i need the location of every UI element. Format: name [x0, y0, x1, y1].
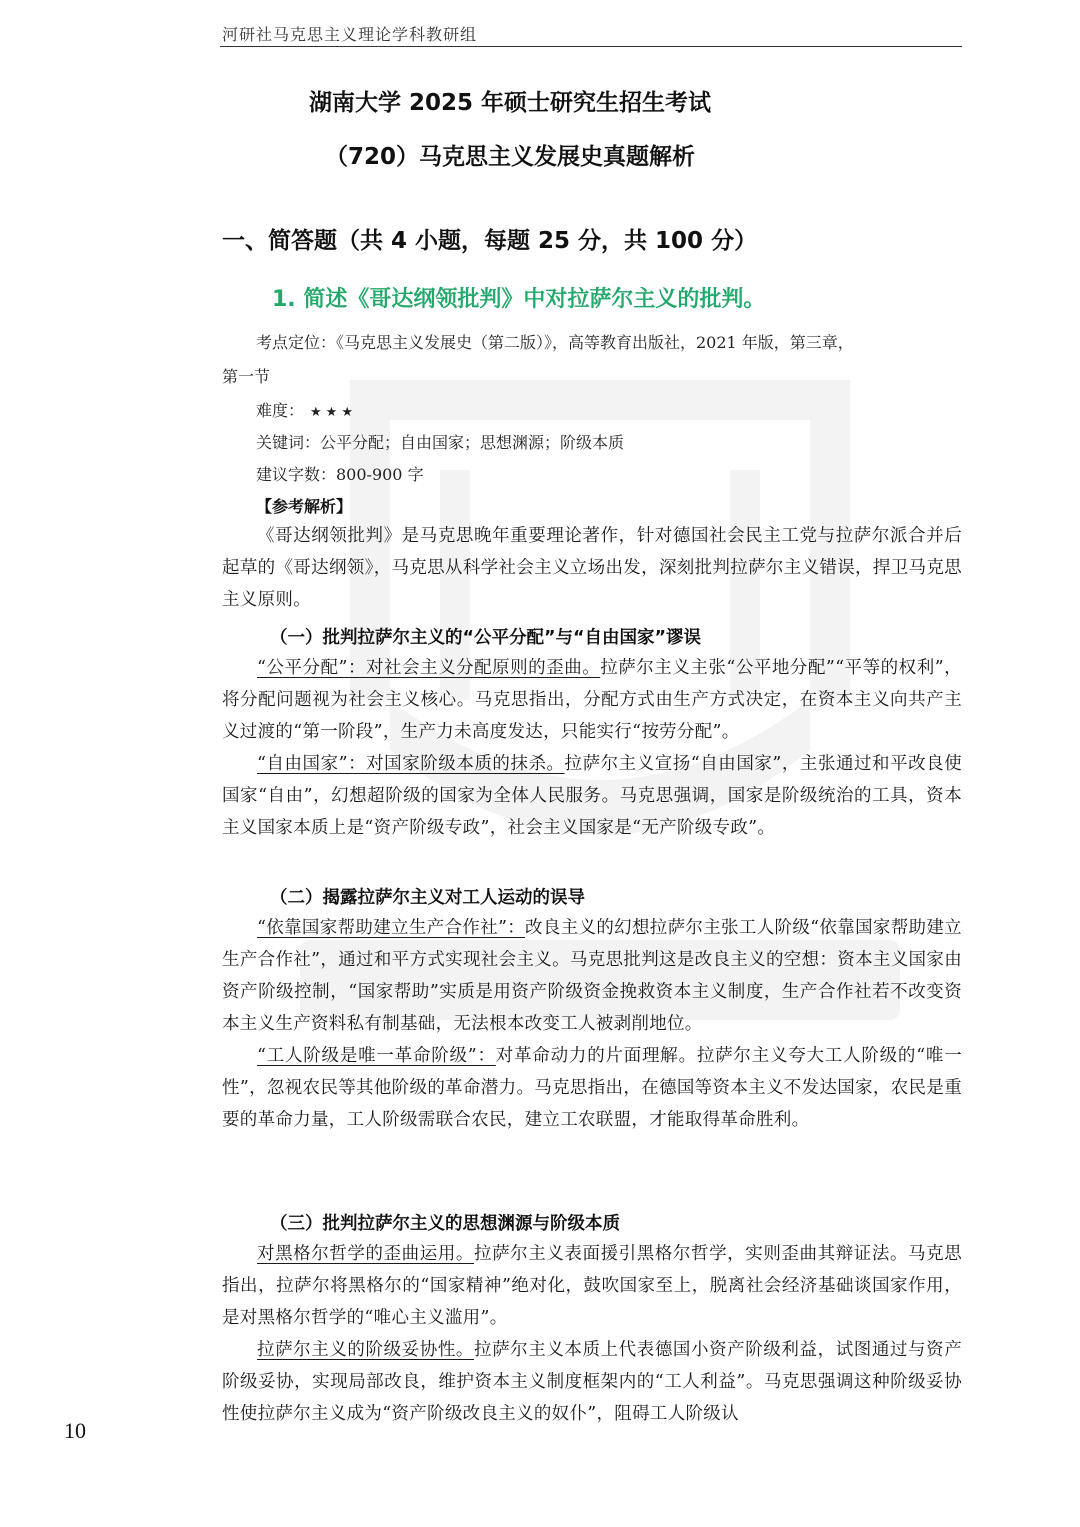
difficulty-label: 难度： — [256, 401, 305, 420]
intro-text: 《哥达纲领批判》是马克思晚年重要理论著作，针对德国社会民主工党与拉萨尔派合并后起草的《哥达纲领》，马克思从科学社会主义立场出发，深刻批判拉萨尔主义错误，捍卫马克思主义原则。 — [222, 526, 962, 610]
page-number: 10 — [64, 1418, 86, 1443]
paragraph-5-text: 拉萨尔主义表面援引黑格尔哲学，实则歪曲其辩证法。马克思指出，拉萨尔将黑格尔的“国家精神”绝对化，鼓吹国家至上，脱离社会经济基础谈国家作用，是对黑格尔哲学的“唯心主义滥用”。 — [222, 1244, 962, 1328]
intro-paragraph — [222, 520, 962, 616]
exam-title: 湖南大学 2025 年硕士研究生招生考试 — [308, 90, 712, 116]
paragraph-5-lead: 对黑格尔哲学的歪曲运用。 — [257, 1244, 475, 1264]
question-title: 1. 简述《哥达纲领批判》中对拉萨尔主义的批判。 — [272, 287, 766, 312]
paragraph-4-lead: “工人阶级是唯一革命阶级”： — [257, 1046, 496, 1066]
paragraph-2-text: 拉萨尔主义宣扬“自由国家”，主张通过和平改良使国家“自由”，幻想超阶级的国家为全体人民服务。马克思强调，国家是阶级统治的工具，资本主义国家本质上是“资产阶级专政”，社会主义国家是“无产阶级专政”。 — [222, 754, 962, 838]
keywords: 关键词：公平分配；自由国家；思想渊源；阶级本质 — [256, 433, 625, 452]
exam-subtitle: （720）马克思主义发展史真题解析 — [324, 144, 695, 170]
paragraph-6-lead: 拉萨尔主义的阶级妥协性。 — [257, 1340, 475, 1360]
locator-line: 考点定位：《马克思主义发展史（第二版）》，高等教育出版社，2021 年版，第三章， — [256, 333, 854, 352]
paragraph-2 — [222, 748, 962, 844]
paragraph-4 — [222, 1040, 962, 1136]
subheading-1: （一）批判拉萨尔主义的“公平分配”与“自由国家”谬误 — [270, 628, 702, 648]
paragraph-3-lead: “依靠国家帮助建立生产合作社”： — [257, 918, 526, 938]
word-count: 建议字数：800-900 字 — [256, 465, 424, 484]
part1-paragraphs — [222, 652, 962, 844]
paragraph-5 — [222, 1238, 962, 1334]
difficulty-stars: ★★★ — [310, 405, 357, 420]
paragraph-4-text: 对革命动力的片面理解。拉萨尔主义夸大工人阶级的“唯一性”，忽视农民等其他阶级的革命潜力。马克思指出，在德国等资本主义不发达国家，农民是重要的革命力量，工人阶级需联合农民，建立工农联盟，才能取得革命胜利。 — [222, 1046, 963, 1130]
section-heading: 一、简答题（共 4 小题，每题 25 分，共 100 分） — [222, 228, 758, 254]
part2-paragraphs — [222, 912, 962, 1136]
paragraph-3 — [222, 912, 962, 1040]
paragraph-1 — [222, 652, 962, 748]
paragraph-1-lead: “公平分配”：对社会主义分配原则的歪曲。 — [257, 658, 601, 678]
header-rule — [220, 46, 962, 47]
locator-line-cont: 第一节 — [222, 367, 271, 386]
paragraph-2-lead: “自由国家”：对国家阶级本质的抹杀。 — [257, 754, 565, 774]
part3-paragraphs — [222, 1238, 962, 1430]
paragraph-3-text: 改良主义的幻想拉萨尔主张工人阶级“依靠国家帮助建立生产合作社”，通过和平方式实现社会主义。马克思批判这是改良主义的空想：资本主义国家由资产阶级控制，“国家帮助”实质是用资产阶级资金挽救资本主义制度，生产合作社若不改变资本主义生产资料私有制基础，无法根本改变工人被剥削地位。 — [222, 918, 962, 1034]
difficulty — [256, 398, 357, 421]
subheading-3: （三）批判拉萨尔主义的思想渊源与阶级本质 — [270, 1214, 620, 1234]
paragraph-6-text: 拉萨尔主义本质上代表德国小资产阶级利益，试图通过与资产阶级妥协，实现局部改良，维护资本主义制度框架内的“工人利益”。马克思强调这种阶级妥协性使拉萨尔主义成为“资产阶级改良主义的奴仆”，阻碍工人阶级认 — [222, 1340, 962, 1424]
paragraph-1-text: 拉萨尔主义主张“公平地分配”“平等的权利”，将分配问题视为社会主义核心。马克思指出，分配方式由生产方式决定，在资本主义向共产主义过渡的“第一阶段”，生产力未高度发达，只能实行“按劳分配”。 — [222, 658, 962, 742]
subheading-2: （二）揭露拉萨尔主义对工人运动的误导 — [270, 888, 585, 908]
paragraph-6 — [222, 1334, 962, 1430]
header-text: 河研社马克思主义理论学科教研组 — [222, 25, 478, 44]
reference-heading: 【参考解析】 — [256, 497, 353, 516]
